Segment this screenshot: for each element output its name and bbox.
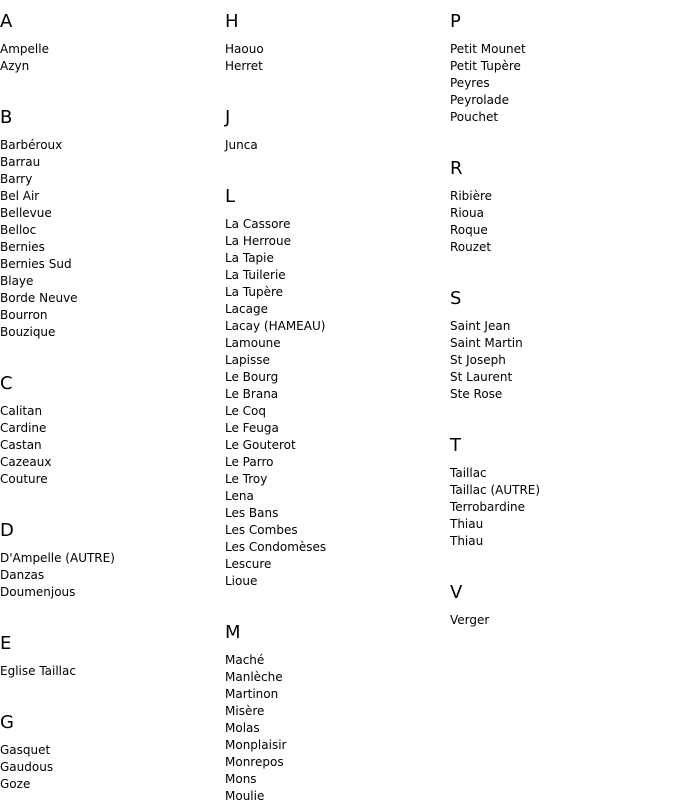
place-link-le-coq[interactable]: Le Coq (225, 404, 267, 418)
list-item (0, 171, 220, 188)
letter-group-l (225, 186, 445, 590)
column-2 (225, 0, 445, 805)
list-item (0, 290, 220, 307)
place-link-lacage[interactable]: Lacage (225, 302, 268, 316)
list-item (225, 420, 445, 437)
list-item (225, 652, 445, 669)
place-list (450, 465, 670, 550)
place-link-manleche[interactable]: Manlèche (225, 670, 283, 684)
place-link-ampelle[interactable]: Ampelle (0, 42, 49, 56)
list-item (225, 301, 445, 318)
list-item (225, 771, 445, 788)
place-link-calitan[interactable]: Calitan (0, 404, 43, 418)
list-item (0, 420, 220, 437)
list-item (225, 703, 445, 720)
list-item (0, 471, 220, 488)
group-spacer (225, 75, 445, 96)
place-link-junca[interactable]: Junca (225, 138, 258, 152)
column-3 (450, 0, 670, 629)
place-link-borde-neuve[interactable]: Borde Neuve (0, 291, 78, 305)
place-link-castan[interactable]: Castan (0, 438, 42, 452)
place-link-moulie[interactable]: Moulie (225, 789, 265, 803)
place-link-la-tupere[interactable]: La Tupère (225, 285, 284, 299)
list-item (225, 471, 445, 488)
list-item (225, 522, 445, 539)
place-list (225, 41, 445, 75)
list-item (0, 205, 220, 222)
list-item (0, 550, 220, 567)
place-link-saint-jean[interactable]: Saint Jean (450, 319, 511, 333)
place-link-azyn[interactable]: Azyn (0, 59, 30, 73)
place-link-molas[interactable]: Molas (225, 721, 260, 735)
letter-group-j (225, 107, 445, 154)
place-list (225, 137, 445, 154)
place-link-lacay-hameau[interactable]: Lacay (HAMEAU) (225, 319, 326, 333)
group-spacer (450, 256, 670, 277)
place-link-lena[interactable]: Lena (225, 489, 254, 503)
letter-group-h (225, 11, 445, 75)
letter-heading: B (0, 107, 13, 128)
place-link-st-joseph[interactable]: St Joseph (450, 353, 506, 367)
letter-heading: H (225, 11, 239, 32)
letter-heading: D (0, 520, 14, 541)
place-link-bellevue[interactable]: Bellevue (0, 206, 52, 220)
place-link-bel-air[interactable]: Bel Air (0, 189, 40, 203)
list-item (0, 137, 220, 154)
letter-group-m (225, 622, 445, 805)
place-link-la-cassore[interactable]: La Cassore (225, 217, 291, 231)
list-item (0, 58, 220, 75)
place-link-doumenjous[interactable]: Doumenjous (0, 585, 76, 599)
list-item (450, 205, 670, 222)
list-item (225, 737, 445, 754)
list-item (0, 256, 220, 273)
list-item (450, 369, 670, 386)
place-link-le-parro[interactable]: Le Parro (225, 455, 274, 469)
place-link-les-condomeses[interactable]: Les Condomèses (225, 540, 327, 554)
list-item (225, 267, 445, 284)
list-item (225, 454, 445, 471)
list-item (225, 669, 445, 686)
place-link-la-herroue[interactable]: La Herroue (225, 234, 291, 248)
group-spacer (225, 590, 445, 611)
place-link-verger[interactable]: Verger (450, 613, 490, 627)
place-link-barberoux[interactable]: Barbéroux (0, 138, 63, 152)
list-item (0, 776, 220, 793)
place-link-eglise-taillac[interactable]: Eglise Taillac (0, 664, 76, 678)
place-link-saint-martin[interactable]: Saint Martin (450, 336, 523, 350)
list-item (225, 41, 445, 58)
list-item (225, 720, 445, 737)
list-item (450, 92, 670, 109)
letter-group-p (450, 11, 670, 126)
list-item (450, 465, 670, 482)
letter-heading: P (450, 11, 461, 32)
letter-heading: G (0, 712, 14, 733)
place-link-barrau[interactable]: Barrau (0, 155, 41, 169)
list-item (450, 533, 670, 550)
place-link-bouzique[interactable]: Bouzique (0, 325, 56, 339)
column-1 (0, 0, 220, 793)
list-item (450, 188, 670, 205)
group-spacer (0, 341, 220, 362)
list-item (225, 318, 445, 335)
list-item (0, 584, 220, 601)
place-link-monrepos[interactable]: Monrepos (225, 755, 284, 769)
letter-group-g (0, 712, 220, 793)
list-item (450, 41, 670, 58)
place-link-ste-rose[interactable]: Ste Rose (450, 387, 503, 401)
place-link-cardine[interactable]: Cardine (0, 421, 47, 435)
place-link-lamoune[interactable]: Lamoune (225, 336, 281, 350)
list-item (225, 284, 445, 301)
place-link-herret[interactable]: Herret (225, 59, 263, 73)
place-link-les-bans[interactable]: Les Bans (225, 506, 279, 520)
list-item (450, 75, 670, 92)
letter-group-t (450, 435, 670, 550)
list-item (0, 188, 220, 205)
list-item (450, 239, 670, 256)
list-item (0, 663, 220, 680)
place-link-le-gouterot[interactable]: Le Gouterot (225, 438, 296, 452)
list-item (0, 759, 220, 776)
list-item (0, 324, 220, 341)
group-spacer (450, 126, 670, 147)
list-item (225, 58, 445, 75)
list-item (225, 573, 445, 590)
letter-heading: S (450, 288, 462, 309)
place-list (0, 403, 220, 488)
place-link-haouo[interactable]: Haouo (225, 42, 264, 56)
place-list (450, 188, 670, 256)
list-item (450, 516, 670, 533)
group-spacer (225, 154, 445, 175)
place-link-cazeaux[interactable]: Cazeaux (0, 455, 52, 469)
letter-heading: E (0, 633, 12, 654)
place-link-gasquet[interactable]: Gasquet (0, 743, 51, 757)
place-link-ribiere[interactable]: Ribière (450, 189, 493, 203)
place-link-petit-mounet[interactable]: Petit Mounet (450, 42, 526, 56)
place-link-terrobardine[interactable]: Terrobardine (450, 500, 526, 514)
list-item (0, 154, 220, 171)
letter-heading: T (450, 435, 461, 456)
place-link-le-bourg[interactable]: Le Bourg (225, 370, 279, 384)
place-link-gaudous[interactable]: Gaudous (0, 760, 54, 774)
place-link-mons[interactable]: Mons (225, 772, 257, 786)
list-item (0, 454, 220, 471)
letter-group-c (0, 373, 220, 488)
place-link-couture[interactable]: Couture (0, 472, 48, 486)
list-item (225, 437, 445, 454)
place-link-roque[interactable]: Roque (450, 223, 488, 237)
list-item (450, 499, 670, 516)
place-link-lapisse[interactable]: Lapisse (225, 353, 270, 367)
place-link-la-tuilerie[interactable]: La Tuilerie (225, 268, 286, 282)
place-link-taillac-autre[interactable]: Taillac (AUTRE) (450, 483, 541, 497)
place-link-petit-tupere[interactable]: Petit Tupère (450, 59, 521, 73)
letter-group-s (450, 288, 670, 403)
place-link-thiau[interactable]: Thiau (450, 517, 484, 531)
place-link-peyrolade[interactable]: Peyrolade (450, 93, 509, 107)
place-link-le-troy[interactable]: Le Troy (225, 472, 268, 486)
list-item (450, 482, 670, 499)
place-link-lioue[interactable]: Lioue (225, 574, 258, 588)
list-item (225, 686, 445, 703)
list-item (0, 273, 220, 290)
group-spacer (450, 403, 670, 424)
place-link-pouchet[interactable]: Pouchet (450, 110, 499, 124)
place-link-lescure[interactable]: Lescure (225, 557, 272, 571)
list-item (225, 539, 445, 556)
place-link-rioua[interactable]: Rioua (450, 206, 484, 220)
list-item (450, 109, 670, 126)
place-link-bernies-sud[interactable]: Bernies Sud (0, 257, 72, 271)
place-list (0, 550, 220, 601)
place-link-le-feuga[interactable]: Le Feuga (225, 421, 279, 435)
list-item (0, 437, 220, 454)
list-item (0, 41, 220, 58)
place-link-le-brana[interactable]: Le Brana (225, 387, 279, 401)
list-item (225, 403, 445, 420)
list-item (450, 318, 670, 335)
place-link-barry[interactable]: Barry (0, 172, 33, 186)
letter-heading: J (225, 107, 231, 128)
place-link-thiau[interactable]: Thiau (450, 534, 484, 548)
list-item (225, 386, 445, 403)
place-link-monplaisir[interactable]: Monplaisir (225, 738, 287, 752)
letter-heading: M (225, 622, 241, 643)
list-item (0, 239, 220, 256)
letter-group-b (0, 107, 220, 341)
letter-group-r (450, 158, 670, 256)
place-link-bourron[interactable]: Bourron (0, 308, 48, 322)
list-item (0, 403, 220, 420)
place-link-rouzet[interactable]: Rouzet (450, 240, 492, 254)
place-list (0, 742, 220, 793)
list-item (225, 505, 445, 522)
place-list (0, 137, 220, 341)
list-item (450, 386, 670, 403)
place-link-martinon[interactable]: Martinon (225, 687, 279, 701)
letter-group-d (0, 520, 220, 601)
list-item (450, 58, 670, 75)
place-list (450, 41, 670, 126)
place-link-blaye[interactable]: Blaye (0, 274, 34, 288)
place-link-danzas[interactable]: Danzas (0, 568, 45, 582)
place-link-la-tapie[interactable]: La Tapie (225, 251, 274, 265)
place-link-belloc[interactable]: Belloc (0, 223, 37, 237)
letter-group-a (0, 11, 220, 75)
list-item (0, 567, 220, 584)
list-item (225, 788, 445, 805)
group-spacer (0, 601, 220, 622)
list-item (225, 352, 445, 369)
place-link-bernies[interactable]: Bernies (0, 240, 45, 254)
list-item (225, 754, 445, 771)
place-list (0, 41, 220, 75)
group-spacer (0, 488, 220, 509)
place-link-d-ampelle-autre[interactable]: D'Ampelle (AUTRE) (0, 551, 115, 565)
list-item (450, 222, 670, 239)
letter-group-e (0, 633, 220, 680)
list-item (225, 556, 445, 573)
place-link-les-combes[interactable]: Les Combes (225, 523, 298, 537)
list-item (0, 222, 220, 239)
group-spacer (450, 550, 670, 571)
place-list (450, 612, 670, 629)
place-link-st-laurent[interactable]: St Laurent (450, 370, 513, 384)
letter-heading: R (450, 158, 463, 179)
place-link-peyres[interactable]: Peyres (450, 76, 490, 90)
list-item (225, 137, 445, 154)
place-list (450, 318, 670, 403)
list-item (225, 233, 445, 250)
list-item (225, 250, 445, 267)
list-item (450, 612, 670, 629)
place-list (225, 216, 445, 590)
list-item (0, 307, 220, 324)
letter-heading: L (225, 186, 236, 207)
letter-heading: A (0, 11, 13, 32)
list-item (225, 216, 445, 233)
place-link-taillac[interactable]: Taillac (450, 466, 487, 480)
place-link-mache[interactable]: Maché (225, 653, 265, 667)
list-item (0, 742, 220, 759)
place-link-goze[interactable]: Goze (0, 777, 31, 791)
list-item (225, 488, 445, 505)
list-item (450, 335, 670, 352)
place-link-misere[interactable]: Misère (225, 704, 265, 718)
group-spacer (0, 75, 220, 96)
list-item (225, 369, 445, 386)
letter-heading: C (0, 373, 13, 394)
group-spacer (0, 680, 220, 701)
list-item (450, 352, 670, 369)
place-list (0, 663, 220, 680)
letter-heading: V (450, 582, 463, 603)
list-item (225, 335, 445, 352)
letter-group-v (450, 582, 670, 629)
place-list (225, 652, 445, 805)
